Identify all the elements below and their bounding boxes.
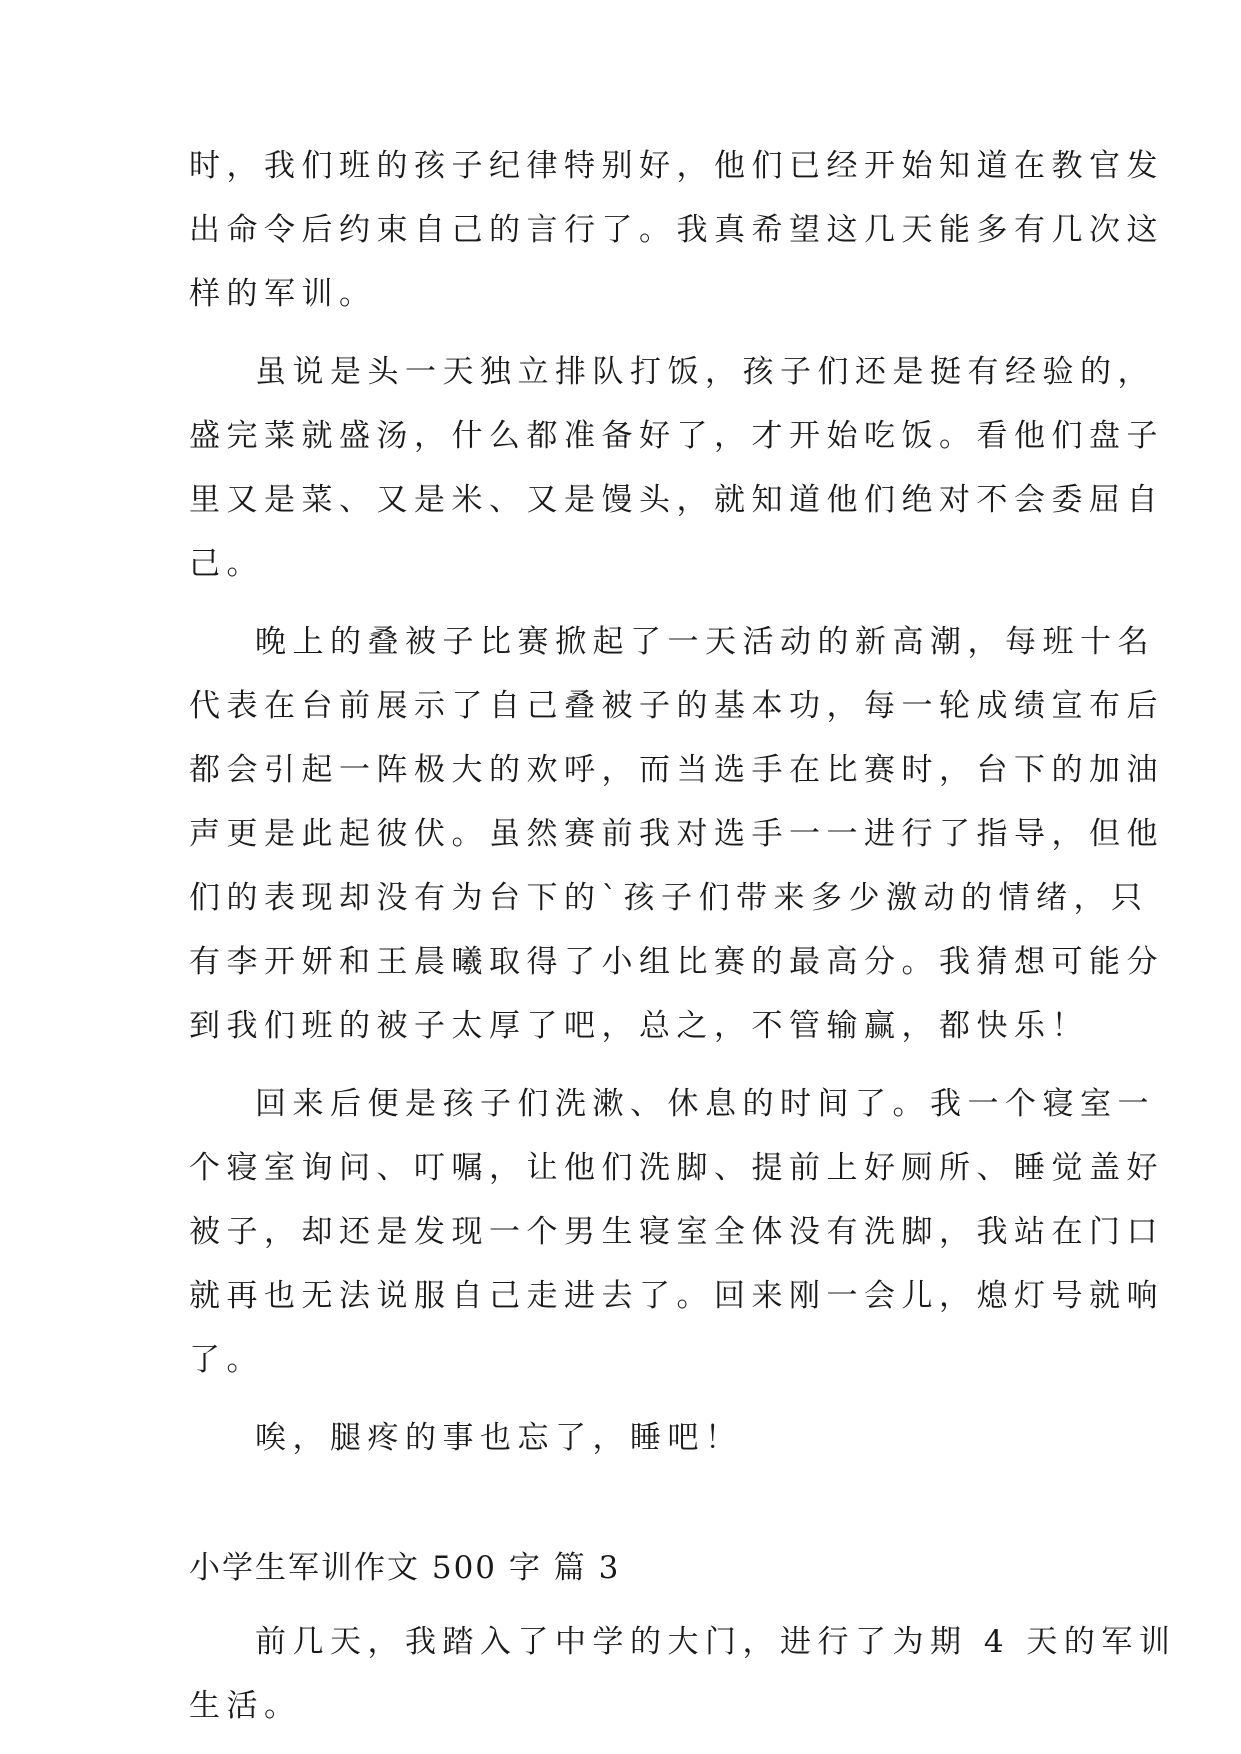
text-line bbox=[0, 929, 1241, 995]
line-text: 时，我们班的孩子纪律特别好，他们已经开始知道在教官发 bbox=[189, 148, 1164, 184]
line-text: 们的表现却没有为台下的`孩子们带来多少激动的情绪，只 bbox=[189, 880, 1149, 916]
text-line bbox=[0, 1673, 1241, 1739]
line-text: 个寝室询问、叮嘱，让他们洗脚、提前上好厕所、睡觉盖好 bbox=[189, 1150, 1164, 1186]
text-line bbox=[0, 609, 1241, 675]
text-line bbox=[0, 737, 1241, 803]
line-text: 有李开妍和王晨曦取得了小组比赛的最高分。我猜想可能分 bbox=[189, 944, 1164, 980]
text-line bbox=[0, 1609, 1241, 1675]
line-text: 都会引起一阵极大的欢呼，而当选手在比赛时，台下的加油 bbox=[189, 752, 1164, 788]
heading-text: 小学生军训作文 500 字 篇 3 bbox=[189, 1550, 621, 1586]
line-text: 就再也无法说服自己走进去了。回来刚一会儿，熄灯号就响 bbox=[189, 1278, 1164, 1314]
text-line bbox=[0, 1199, 1241, 1265]
text-line bbox=[0, 403, 1241, 469]
line-text: 生活。 bbox=[189, 1688, 302, 1724]
line-text: 被子，却还是发现一个男生寝室全体没有洗脚，我站在门口 bbox=[189, 1214, 1164, 1250]
paragraph-start: 虽说是头一天独立排队打饭，孩子们还是挺有经验的， bbox=[255, 354, 1155, 390]
text-line bbox=[0, 133, 1241, 199]
paragraph-start: 晚上的叠被子比赛掀起了一天活动的新高潮，每班十名 bbox=[255, 624, 1155, 660]
line-text: 己。 bbox=[189, 546, 264, 582]
text-line bbox=[0, 339, 1241, 405]
line-text: 了。 bbox=[189, 1342, 264, 1378]
text-line bbox=[0, 197, 1241, 263]
line-text: 盛完菜就盛汤，什么都准备好了，才开始吃饭。看他们盘子 bbox=[189, 418, 1164, 454]
section-heading bbox=[0, 1535, 1241, 1601]
text-line bbox=[0, 865, 1241, 931]
line-text: 出命令后约束自己的言行了。我真希望这几天能多有几次这 bbox=[189, 212, 1164, 248]
text-line bbox=[0, 1405, 1241, 1471]
text-line bbox=[0, 1327, 1241, 1393]
text-line bbox=[0, 1071, 1241, 1137]
paragraph-start: 前几天，我踏入了中学的大门，进行了为期 4 天的军训 bbox=[255, 1624, 1177, 1660]
text-line bbox=[0, 467, 1241, 533]
text-line bbox=[0, 1135, 1241, 1201]
text-line bbox=[0, 1263, 1241, 1329]
line-text: 里又是菜、又是米、又是馒头，就知道他们绝对不会委屈自 bbox=[189, 482, 1164, 518]
line-text: 到我们班的被子太厚了吧，总之，不管输赢，都快乐！ bbox=[189, 1008, 1089, 1044]
text-line bbox=[0, 993, 1241, 1059]
paragraph-start: 回来后便是孩子们洗漱、休息的时间了。我一个寝室一 bbox=[255, 1086, 1155, 1122]
paragraph-start: 唉，腿疼的事也忘了，睡吧！ bbox=[255, 1420, 743, 1456]
text-line bbox=[0, 531, 1241, 597]
text-line bbox=[0, 801, 1241, 867]
line-text: 声更是此起彼伏。虽然赛前我对选手一一进行了指导，但他 bbox=[189, 816, 1164, 852]
text-line bbox=[0, 261, 1241, 327]
line-text: 样的军训。 bbox=[189, 276, 377, 312]
text-line bbox=[0, 673, 1241, 739]
line-text: 代表在台前展示了自己叠被子的基本功，每一轮成绩宣布后 bbox=[189, 688, 1164, 724]
